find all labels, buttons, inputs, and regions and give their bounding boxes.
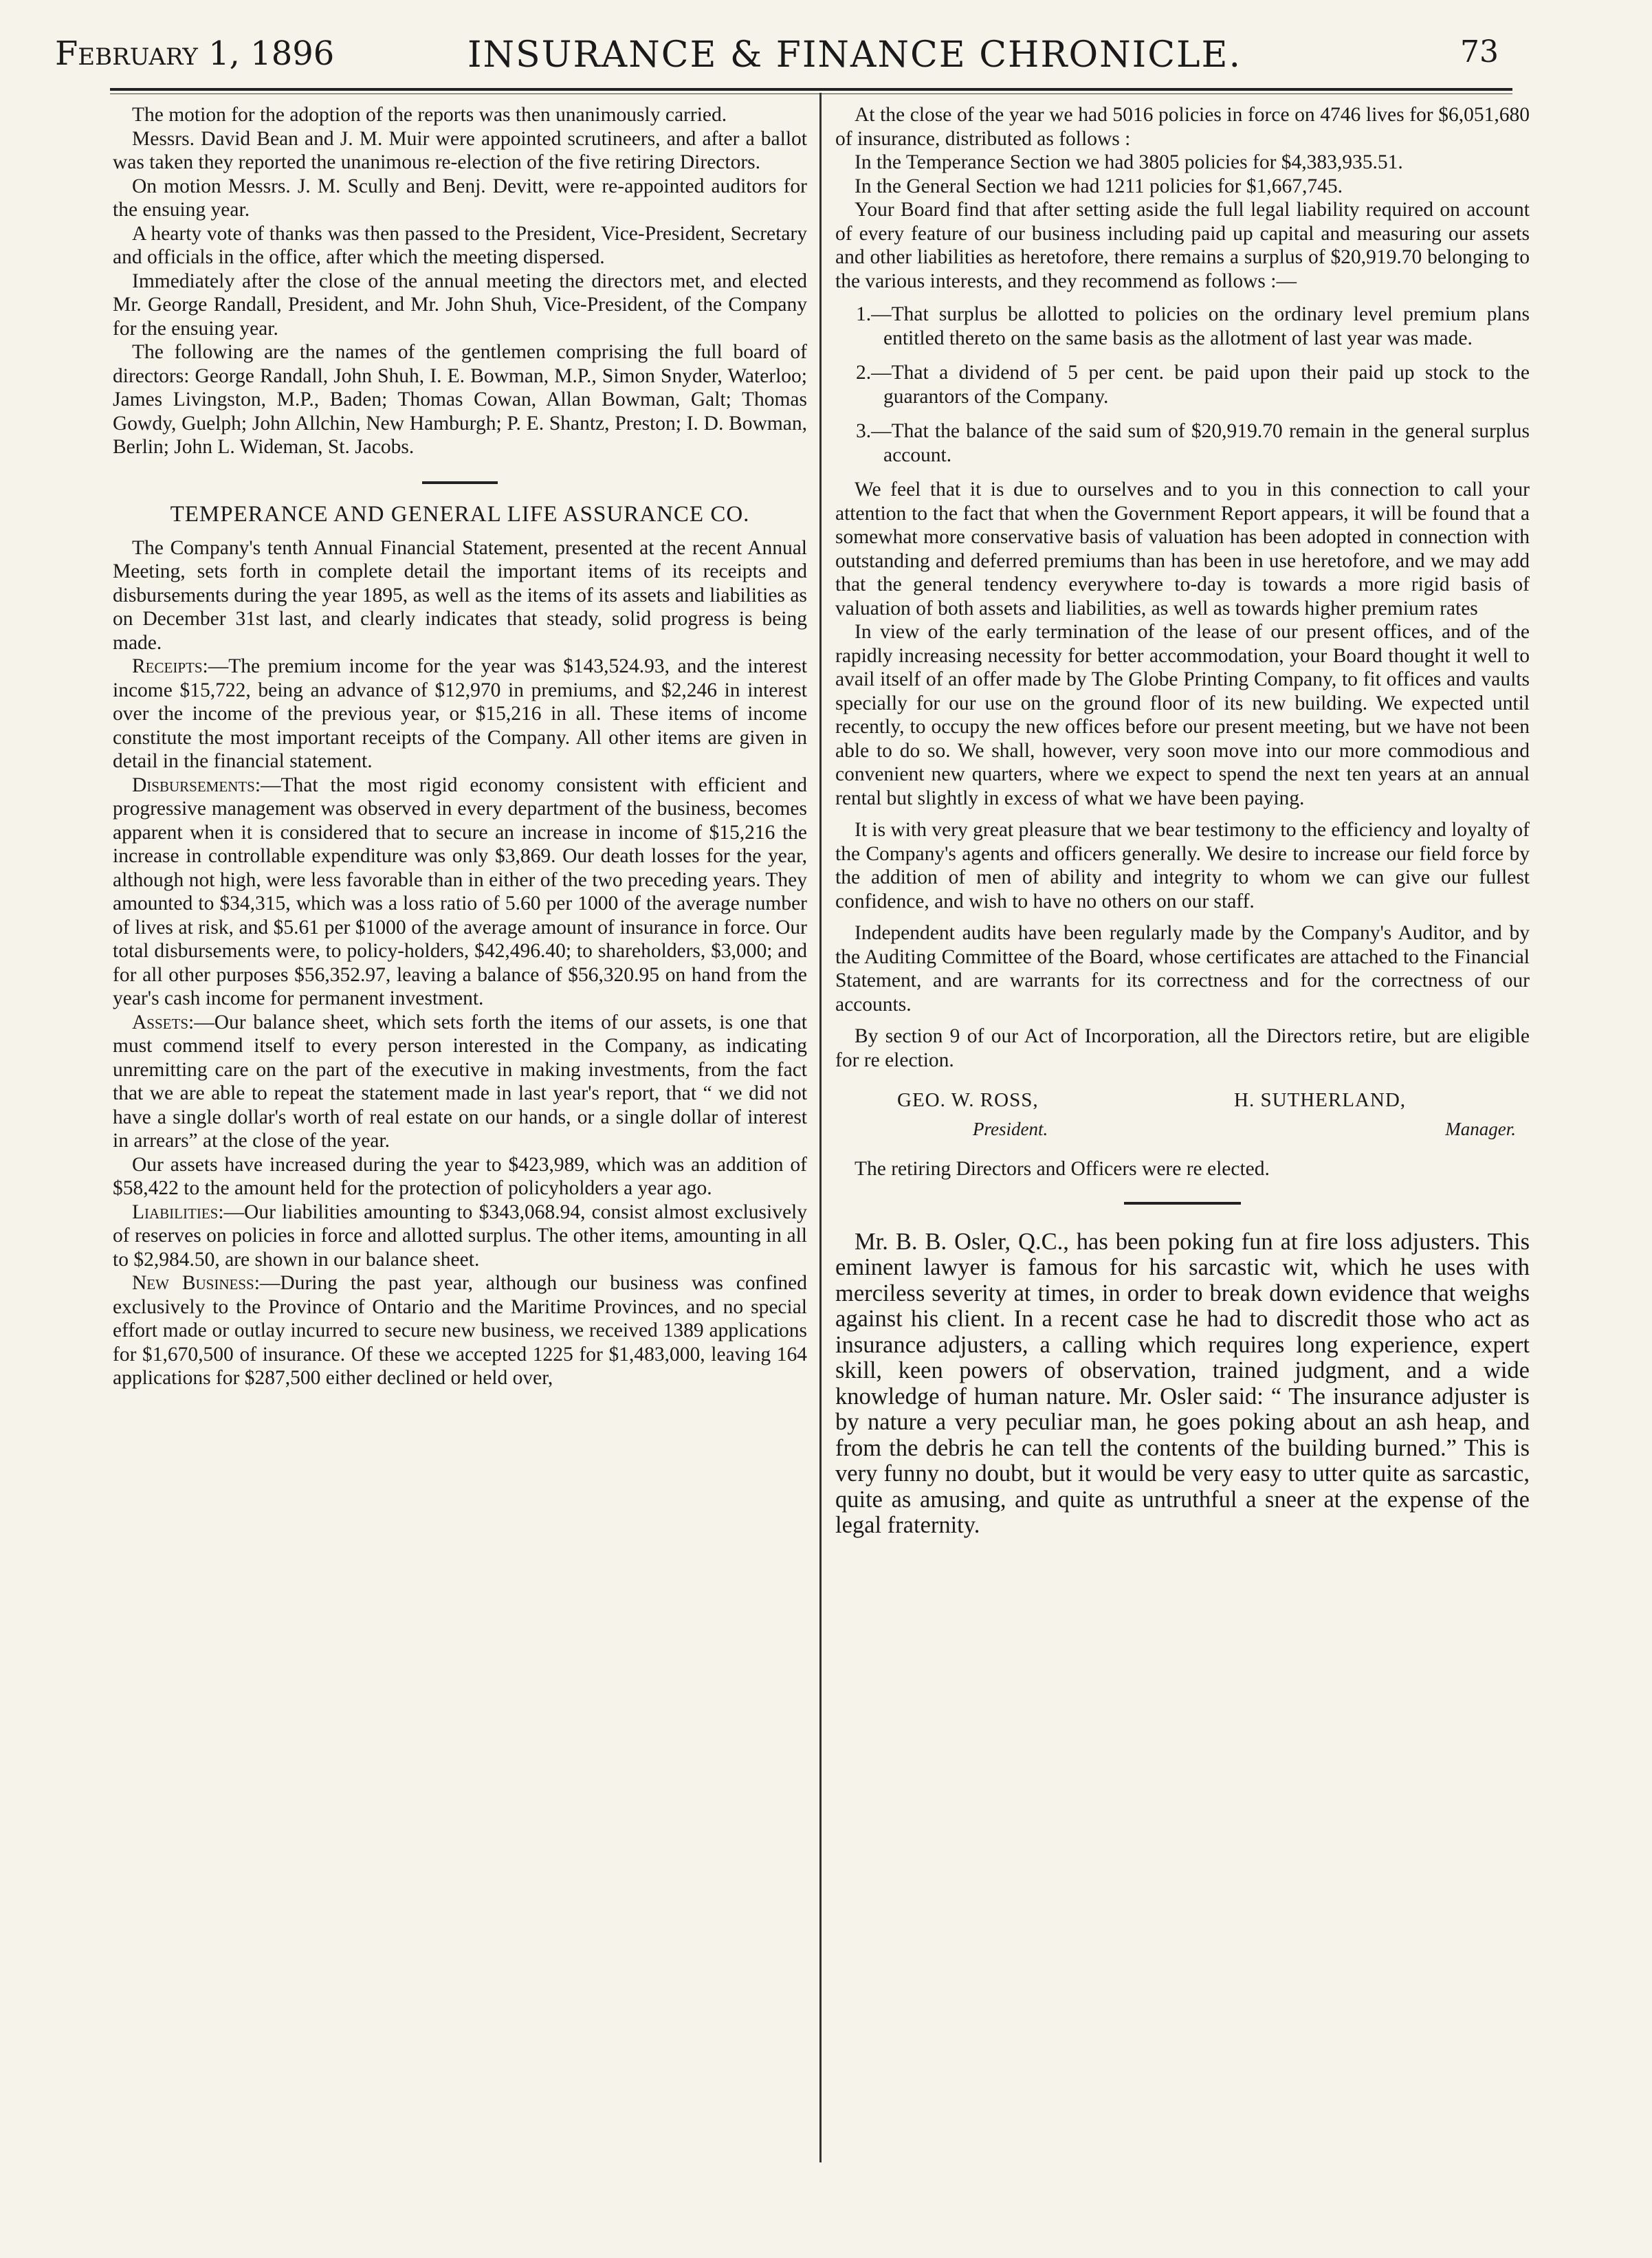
paragraph: Mr. B. B. Osler, Q.C., has been poking fun at fire loss adjusters. This eminent lawyer is famous for his sarcastic wit, which he uses with merciless severity at times, in order to break down evidence that weighs against his client. In a recent case he had to discredit those who act as insurance adjusters, a calling which requires long experience, expert skill, keen powers of observation, trained judgment, and a wide knowledge of human nature. Mr. Osler said: “ The insurance adjuster is by nature a very peculiar man, he goes poking about an ash heap, and from the debris he can tell the contents of the building burned.” This is very funny no doubt, but it would be very easy to utter quite as sarcastic, quite as amusing, and quite as untruthful a sneer at the expense of the legal fraternity.: [835, 1228, 1530, 1538]
run-in-heading: Receipts: [132, 655, 203, 677]
paragraph: Immediately after the close of the annual meeting the directors met, and elected Mr. George Randall, President, and Mr. John Shuh, Vice-President, of the Company for the ensuing year.: [113, 270, 807, 340]
paragraph-liabilities: [113, 1201, 807, 1272]
header-date: February 1, 1896: [55, 34, 335, 73]
paragraph-text: :—During the past year, although our business was confined exclusively to the Province of Ontario and the Maritime Provinces, and no special effort made or outlay incurred to secure new business, we received 1389 applications for $1,670,500 of insurance. Of these we accepted 1225 for $1,483,000, leaving 164 applications for $287,500 either declined or held over,: [113, 1272, 807, 1389]
paragraph: Messrs. David Bean and J. M. Muir were appointed scrutineers, and after a ballot was taken they reported the unanimous re-election of the five retiring Directors.: [113, 127, 807, 173]
section-divider: [422, 481, 498, 484]
signatory-name: GEO. W. ROSS,: [897, 1089, 1039, 1111]
signatory-name: H. SUTHERLAND,: [1234, 1089, 1407, 1111]
paragraph: Your Board find that after setting aside the full legal liability required on account of every feature of our business including paid up capital and measuring our assets and other liabilities as heretofore, there remains a surplus of $20,919.70 belonging to the various interests, and they recommend as follows :—: [835, 199, 1530, 292]
left-column: [113, 103, 807, 1390]
paragraph-text: :—That the most rigid economy consistent with efficient and progressive management was observed in every department of the business, becomes apparent when it is considered that to secure an increase in income of $15,216 the increase in controllable expenditure was only $3,869. Our death losses for the year, although not high, were less favorable than in either of the two preceding years. They amounted to $34,315, which was a loss ratio of 5.60 per 1000 of the average number of lives at risk, and $5.61 per $1000 of the average amount of insurance in force. Our total disbursements were, to policy-holders, $42,496.40; to shareholders, $3,000; and for all other purposes $56,352.97, leaving a balance of $56,320.95 on hand from the year's cash income for permanent investment.: [113, 774, 807, 1009]
paragraph: At the close of the year we had 5016 policies in force on 4746 lives for $6,051,680 of insurance, distributed as follows :: [835, 104, 1530, 150]
signature-block: [835, 1088, 1530, 1157]
signatory-title: President.: [973, 1119, 1048, 1139]
paragraph-text: :—Our balance sheet, which sets forth the items of our assets, is one that must commend itself to every person interested in the Company, as indicating unremitting care on the part of the executive in making investments, from the fact that we are able to repeat the statement made in last year's report, that “ we did not have a single dollar's worth of real estate on our hands, or a single dollar of interest in arrears” at the close of the year.: [113, 1011, 807, 1152]
paragraph: The following are the names of the gentlemen comprising the full board of directors: George Randall, John Shuh, I. E. Bowman, M.P., Simon Snyder, Waterloo; James Livingston, M.P., Baden; Thomas Cowan, Allan Bowman, Galt; Thomas Gowdy, Guelph; John Allchin, New Hamburgh; P. E. Shantz, Preston; I. D. Bowman, Berlin; John L. Wideman, St. Jacobs.: [113, 341, 807, 458]
paragraph-receipts: [113, 655, 807, 774]
right-column: [835, 103, 1530, 1539]
header-rule: [110, 88, 1512, 91]
header-title: INSURANCE & FINANCE CHRONICLE.: [467, 34, 1242, 76]
section-title: TEMPERANCE AND GENERAL LIFE ASSURANCE CO.: [170, 501, 750, 527]
paragraph-new-business: [113, 1271, 807, 1390]
run-in-heading: New Business: [132, 1272, 254, 1294]
section-divider: [1124, 1202, 1241, 1205]
paragraph: It is with very great pleasure that we bear testimony to the efficiency and loyalty of the Company's agents and officers generally. We desire to increase our field force by the addition of men of ability and integrity to whom we can give our fullest confidence, and wish to have no others on our staff.: [835, 819, 1530, 912]
list-item: 3.—That the balance of the said sum of $20,919.70 remain in the general surplus account.: [856, 420, 1530, 466]
paragraph: In the Temperance Section we had 3805 policies for $4,383,935.51.: [855, 151, 1403, 173]
paragraph: By section 9 of our Act of Incorporation, all the Directors retire, but are eligible for re election.: [835, 1025, 1530, 1071]
list-item: 1.—That surplus be allotted to policies on the ordinary level premium plans entitled thereto on the same basis as the allotment of last year was made.: [856, 303, 1530, 349]
paragraph: Independent audits have been regularly made by the Company's Auditor, and by the Auditing Committee of the Board, whose certificates are attached to the Financial Statement, and are warrants for its correctness and for the correctness of our accounts.: [835, 922, 1530, 1016]
run-in-heading: Assets: [132, 1011, 188, 1033]
run-in-heading: Disbursements: [132, 774, 255, 796]
paragraph: A hearty vote of thanks was then passed to the President, Vice-President, Secretary and officials in the office, after which the meeting dispersed.: [113, 222, 807, 268]
paragraph: The motion for the adoption of the reports was then unanimously carried.: [132, 104, 727, 126]
paragraph: The Company's tenth Annual Financial Statement, presented at the recent Annual Meeting, sets forth in complete detail the important items of its receipts and disbursements during the year 1895, as well as the items of its assets and liabilities as on December 31st last, and clearly indicates that steady, solid progress is being made.: [113, 536, 807, 654]
paragraph: In the General Section we had 1211 policies for $1,667,745.: [855, 175, 1343, 197]
paragraph: We feel that it is due to ourselves and to you in this connection to call your attention to the fact that when the Government Report appears, it will be found that a somewhat more conservative basis of valuation has been adopted in connection with outstanding and deferred premiums than has been in use heretofore, and we may add that the general tendency everywhere to-day is towards a more rigid basis of valuation of both assets and liabilities, as well as towards higher premium rates: [835, 479, 1530, 620]
page-number: 73: [1460, 34, 1499, 69]
paragraph-assets: [113, 1011, 807, 1153]
page-header: [55, 34, 1499, 89]
paragraph-text: :—Our liabilities amounting to $343,068.94, consist almost exclusively of reserves on policies in force and allotted surplus. The other items, amounting in all to $2,984.50, are shown in our balance sheet.: [113, 1201, 807, 1271]
paragraph: The retiring Directors and Officers were re elected.: [855, 1158, 1270, 1180]
paragraph: In view of the early termination of the lease of our present offices, and of the rapidly increasing necessity for better accommodation, your Board thought it well to avail itself of an offer made by The Globe Printing Company, to fit offices and vaults specially for our use on the ground floor of its new building. We expected until recently, to occupy the new offices before our present meeting, but we have not been able to do so. We shall, however, very soon move into our more commodious and convenient new quarters, where we expect to spend the next ten years at an annual rental but slightly in excess of what we have been paying.: [835, 621, 1530, 809]
paragraph-text: :—The premium income for the year was $143,524.93, and the interest income $15,722, being an advance of $12,970 in premiums, and $2,246 in interest over the income of the previous year, or $15,216 in all. These items of income constitute the most important receipts of the Company. All other items are given in detail in the financial statement.: [113, 655, 807, 772]
paragraph: Our assets have increased during the year to $423,989, which was an addition of $58,422 to the amount held for the protection of policyholders a year ago.: [113, 1153, 807, 1199]
paragraph: On motion Messrs. J. M. Scully and Benj. Devitt, were re-appointed auditors for the ensuing year.: [113, 175, 807, 221]
column-divider: [819, 93, 822, 2162]
signatory-title: Manager.: [1445, 1119, 1516, 1139]
paragraph-disbursements: [113, 774, 807, 1011]
list-item: 2.—That a dividend of 5 per cent. be paid upon their paid up stock to the guarantors of the Company.: [856, 362, 1530, 408]
recommendation-list: [835, 303, 1530, 467]
osler-article: [835, 1229, 1530, 1539]
run-in-heading: Liabilities: [132, 1201, 219, 1223]
